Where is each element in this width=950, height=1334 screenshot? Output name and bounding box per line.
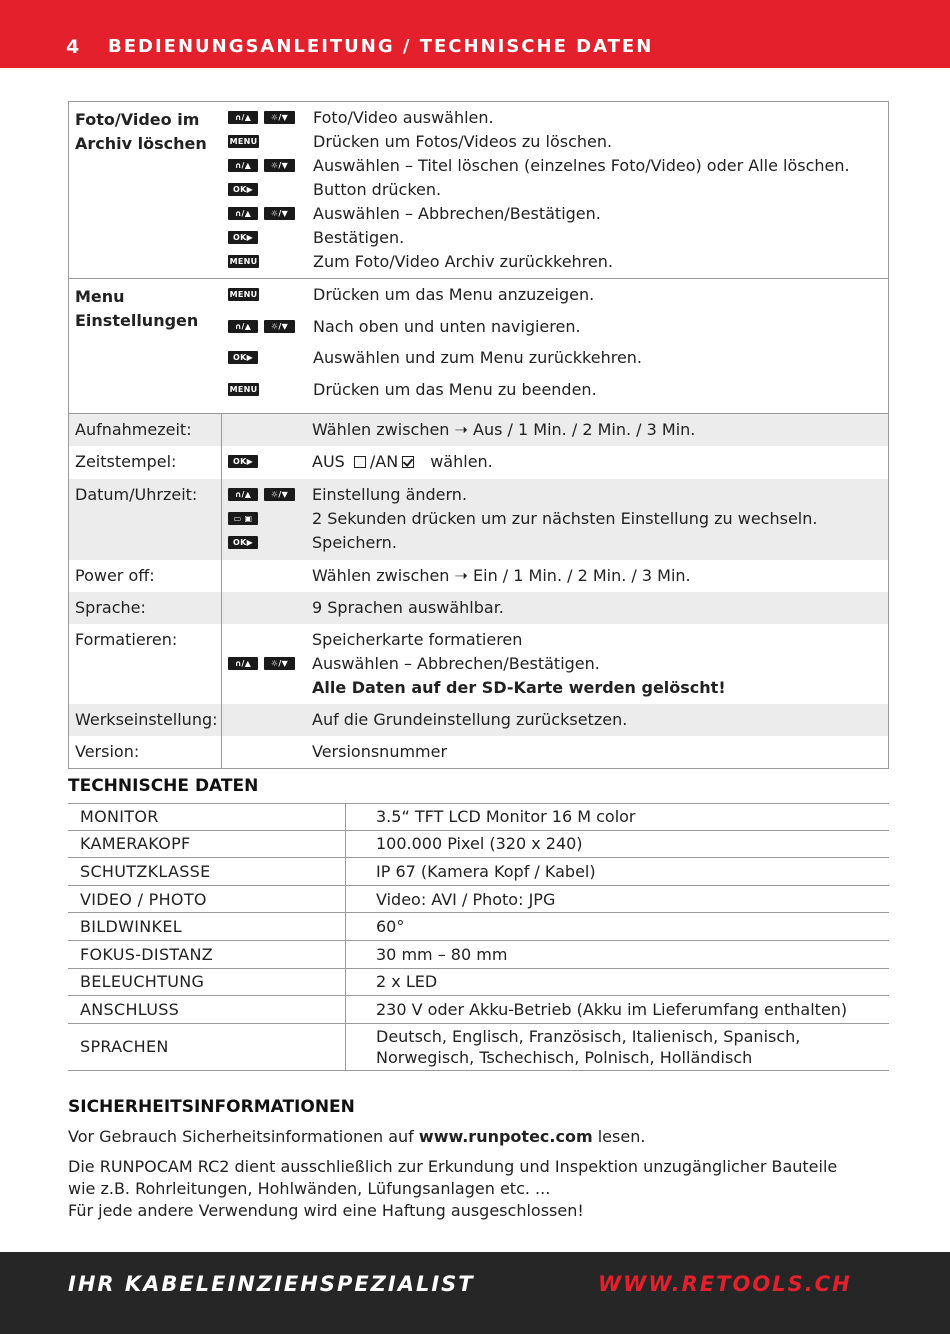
tech-key: BILDWINKEL bbox=[68, 913, 346, 940]
tech-row bbox=[68, 996, 889, 1024]
settings-line: Auswählen – Abbrechen/Bestätigen. bbox=[312, 654, 600, 673]
operation-text: Foto/Video auswählen. bbox=[313, 108, 494, 127]
tech-value-line: 2 x LED bbox=[376, 972, 438, 992]
settings-text bbox=[312, 446, 888, 479]
settings-icons bbox=[222, 560, 312, 592]
operation-group bbox=[69, 102, 888, 279]
tech-key: MONITOR bbox=[68, 804, 346, 830]
tech-value-line: 60° bbox=[376, 917, 405, 937]
operation-row bbox=[69, 315, 888, 347]
row-icons bbox=[228, 159, 295, 172]
settings-row bbox=[69, 560, 888, 592]
settings-line: Wählen zwischen ➝ Ein / 1 Min. / 2 Min. / 3 Min. bbox=[312, 566, 691, 585]
settings-label: Aufnahmezeit: bbox=[69, 414, 222, 446]
operation-row bbox=[69, 130, 888, 154]
row-icons bbox=[228, 255, 259, 268]
safety-paragraph-1 bbox=[68, 1126, 898, 1148]
tech-value-line: Norwegisch, Tschechisch, Polnisch, Holländisch bbox=[376, 1047, 753, 1067]
ok-button-icon: OK▶ bbox=[228, 536, 258, 549]
up-button-icon: ∩/▲ bbox=[228, 657, 258, 670]
tech-key: VIDEO / PHOTO bbox=[68, 886, 346, 913]
row-icons bbox=[228, 231, 258, 244]
menu-button-icon: MENU bbox=[229, 290, 258, 299]
settings-row bbox=[69, 624, 888, 704]
footer-url[interactable]: WWW.RETOOLS.CH bbox=[598, 1272, 852, 1296]
tech-value-line: 30 mm – 80 mm bbox=[376, 944, 508, 964]
settings-line: 9 Sprachen auswählbar. bbox=[312, 598, 504, 617]
page-header-bar bbox=[0, 0, 950, 68]
operation-row bbox=[69, 202, 888, 226]
operation-row bbox=[69, 378, 888, 410]
operation-text: Drücken um das Menu zu beenden. bbox=[313, 379, 597, 399]
settings-line: Speicherkarte formatieren bbox=[312, 630, 523, 649]
tech-row bbox=[68, 886, 889, 914]
operation-text: Auswählen – Abbrechen/Bestätigen. bbox=[313, 204, 601, 223]
operation-text: Zum Foto/Video Archiv zurückkehren. bbox=[313, 252, 613, 271]
settings-line: 2 Sekunden drücken um zur nächsten Einstellung zu wechseln. bbox=[312, 509, 818, 528]
tech-value-line: 3.5“ TFT LCD Monitor 16 M color bbox=[376, 807, 636, 827]
down-button-icon: ☼/▼ bbox=[264, 207, 295, 220]
safety-text: Vor Gebrauch Sicherheitsinformationen auf bbox=[68, 1127, 419, 1146]
safety-link[interactable]: www.runpotec.com bbox=[418, 1127, 593, 1146]
format-warning: Alle Daten auf der SD-Karte werden gelöscht! bbox=[312, 678, 726, 697]
settings-line: Einstellung ändern. bbox=[312, 485, 468, 504]
menu-button-icon: MENU bbox=[229, 257, 258, 266]
tech-value bbox=[346, 804, 889, 830]
tech-value bbox=[346, 969, 889, 996]
icon-line bbox=[228, 536, 312, 560]
tech-row bbox=[68, 969, 889, 997]
tech-key: BELEUCHTUNG bbox=[68, 969, 346, 996]
settings-icons bbox=[222, 414, 312, 446]
operation-table bbox=[68, 101, 889, 769]
operation-row bbox=[69, 178, 888, 202]
icon-line bbox=[228, 657, 312, 681]
tech-key: ANSCHLUSS bbox=[68, 996, 346, 1023]
tech-row bbox=[68, 913, 889, 941]
operation-text: Drücken um das Menu anzuzeigen. bbox=[313, 285, 595, 304]
safety-line: Die RUNPOCAM RC2 dient ausschließlich zur Erkundung und Inspektion unzugänglicher Bauteile bbox=[68, 1157, 838, 1176]
down-button-icon: ☼/▼ bbox=[264, 159, 295, 172]
tech-value bbox=[346, 858, 889, 885]
settings-text bbox=[312, 736, 888, 768]
row-icons bbox=[228, 320, 295, 333]
operation-text: Bestätigen. bbox=[313, 228, 405, 247]
page-footer bbox=[0, 1252, 950, 1334]
settings-line: Auf die Grundeinstellung zurücksetzen. bbox=[312, 710, 628, 729]
settings-row bbox=[69, 446, 888, 479]
settings-icons bbox=[222, 479, 312, 560]
settings-text bbox=[312, 624, 888, 704]
tech-value-line: 230 V oder Akku-Betrieb (Akku im Lieferumfang enthalten) bbox=[376, 999, 848, 1019]
icon-line bbox=[228, 512, 312, 536]
row-icons bbox=[228, 183, 258, 196]
settings-text bbox=[312, 592, 888, 624]
operation-row bbox=[69, 283, 888, 315]
down-button-icon: ☼/▼ bbox=[264, 320, 295, 333]
safety-heading: SICHERHEITSINFORMATIONEN bbox=[68, 1097, 355, 1117]
battery-camera-icon: ▭ ▣ bbox=[228, 512, 258, 525]
row-icons bbox=[228, 288, 259, 301]
up-button-icon: ∩/▲ bbox=[228, 159, 258, 172]
operation-row bbox=[69, 250, 888, 274]
operation-row bbox=[69, 106, 888, 130]
operation-text: Auswählen – Titel löschen (einzelnes Foto/Video) oder Alle löschen. bbox=[313, 156, 850, 175]
safety-line: wie z.B. Rohrleitungen, Hohlwänden, Lüfungsanlagen etc. ... bbox=[68, 1179, 551, 1198]
checkbox-checked-icon bbox=[402, 456, 414, 468]
row-icons bbox=[228, 111, 295, 124]
operation-group bbox=[69, 279, 888, 414]
operation-row bbox=[69, 154, 888, 178]
safety-text-end: lesen. bbox=[592, 1127, 646, 1146]
operation-text: Drücken um Fotos/Videos zu löschen. bbox=[313, 132, 613, 151]
tech-row bbox=[68, 831, 889, 859]
settings-icons bbox=[222, 704, 312, 736]
aus-label: AUS bbox=[312, 452, 345, 471]
tech-heading: TECHNISCHE DATEN bbox=[68, 776, 259, 796]
tech-row bbox=[68, 1024, 889, 1071]
operation-row bbox=[69, 226, 888, 250]
settings-label: Version: bbox=[69, 736, 222, 768]
safety-paragraph-2 bbox=[68, 1156, 898, 1222]
settings-icons bbox=[222, 736, 312, 768]
tech-value bbox=[346, 996, 889, 1023]
settings-text bbox=[312, 479, 888, 560]
settings-line: Wählen zwischen ➝ Aus / 1 Min. / 2 Min. / 3 Min. bbox=[312, 420, 696, 439]
icon-line bbox=[228, 455, 312, 479]
choose-label: wählen. bbox=[430, 452, 493, 471]
tech-value bbox=[346, 941, 889, 968]
up-button-icon: ∩/▲ bbox=[228, 207, 258, 220]
ok-button-icon: OK▶ bbox=[228, 231, 258, 244]
settings-text bbox=[312, 414, 888, 446]
settings-row bbox=[69, 414, 888, 446]
ok-button-icon: OK▶ bbox=[228, 455, 258, 468]
row-icons bbox=[228, 135, 259, 148]
settings-label: Power off: bbox=[69, 560, 222, 592]
tech-value-line: 100.000 Pixel (320 x 240) bbox=[376, 834, 583, 854]
settings-text bbox=[312, 560, 888, 592]
ok-button-icon: OK▶ bbox=[228, 183, 258, 196]
safety-line: Für jede andere Verwendung wird eine Haftung ausgeschlossen! bbox=[68, 1201, 584, 1220]
tech-value bbox=[346, 913, 889, 940]
checkbox-empty-icon bbox=[354, 456, 366, 468]
tech-row bbox=[68, 858, 889, 886]
tech-key: FOKUS-DISTANZ bbox=[68, 941, 346, 968]
group-label: Menu Einstellungen bbox=[75, 287, 199, 330]
settings-row bbox=[69, 479, 888, 560]
settings-row bbox=[69, 736, 888, 768]
tech-data-table bbox=[68, 803, 889, 1071]
tech-row bbox=[68, 941, 889, 969]
tech-key: SCHUTZKLASSE bbox=[68, 858, 346, 885]
settings-text bbox=[312, 704, 888, 736]
row-icons bbox=[228, 207, 295, 220]
tech-value-line: IP 67 (Kamera Kopf / Kabel) bbox=[376, 861, 596, 881]
footer-slogan: IHR KABELEINZIEHSPEZIALIST bbox=[68, 1272, 475, 1296]
timestamp-choice bbox=[312, 450, 888, 474]
settings-icons bbox=[222, 624, 312, 704]
an-label: /AN bbox=[369, 452, 399, 471]
up-button-icon: ∩/▲ bbox=[228, 488, 258, 501]
settings-icons bbox=[222, 446, 312, 479]
operation-text: Auswählen und zum Menu zurückkehren. bbox=[313, 348, 643, 367]
settings-line: Speichern. bbox=[312, 533, 397, 552]
tech-value-line: Video: AVI / Photo: JPG bbox=[376, 889, 556, 909]
operation-text: Button drücken. bbox=[313, 180, 442, 199]
down-button-icon: ☼/▼ bbox=[264, 657, 295, 670]
settings-label: Zeitstempel: bbox=[69, 446, 222, 479]
settings-row bbox=[69, 592, 888, 624]
settings-icons bbox=[222, 592, 312, 624]
page-number: 4 bbox=[66, 36, 82, 58]
up-button-icon: ∩/▲ bbox=[228, 111, 258, 124]
tech-row bbox=[68, 803, 889, 831]
settings-line: Versionsnummer bbox=[312, 742, 448, 761]
settings-label: Datum/Uhrzeit: bbox=[69, 479, 222, 560]
tech-value bbox=[346, 831, 889, 858]
page-title: BEDIENUNGSANLEITUNG / TECHNISCHE DATEN bbox=[108, 36, 654, 57]
row-icons bbox=[228, 351, 258, 364]
up-button-icon: ∩/▲ bbox=[228, 320, 258, 333]
icon-line bbox=[228, 488, 312, 512]
tech-key: SPRACHEN bbox=[68, 1024, 346, 1070]
tech-value bbox=[346, 1024, 889, 1070]
tech-value bbox=[346, 886, 889, 913]
row-icons bbox=[228, 383, 259, 396]
settings-row bbox=[69, 704, 888, 736]
tech-key: KAMERAKOPF bbox=[68, 831, 346, 858]
operation-text: Nach oben und unten navigieren. bbox=[313, 316, 581, 336]
down-button-icon: ☼/▼ bbox=[264, 488, 295, 501]
group-label: Foto/Video im Archiv löschen bbox=[75, 110, 207, 153]
icon-line bbox=[228, 633, 312, 657]
settings-label: Werkseinstellung: bbox=[69, 704, 222, 736]
settings-label: Formatieren: bbox=[69, 624, 222, 704]
menu-button-icon: MENU bbox=[229, 137, 258, 146]
ok-button-icon: OK▶ bbox=[228, 351, 258, 364]
operation-row bbox=[69, 346, 888, 378]
menu-button-icon: MENU bbox=[229, 384, 258, 394]
settings-label: Sprache: bbox=[69, 592, 222, 624]
tech-value-line: Deutsch, Englisch, Französisch, Italienisch, Spanisch, bbox=[376, 1026, 801, 1046]
down-button-icon: ☼/▼ bbox=[264, 111, 295, 124]
